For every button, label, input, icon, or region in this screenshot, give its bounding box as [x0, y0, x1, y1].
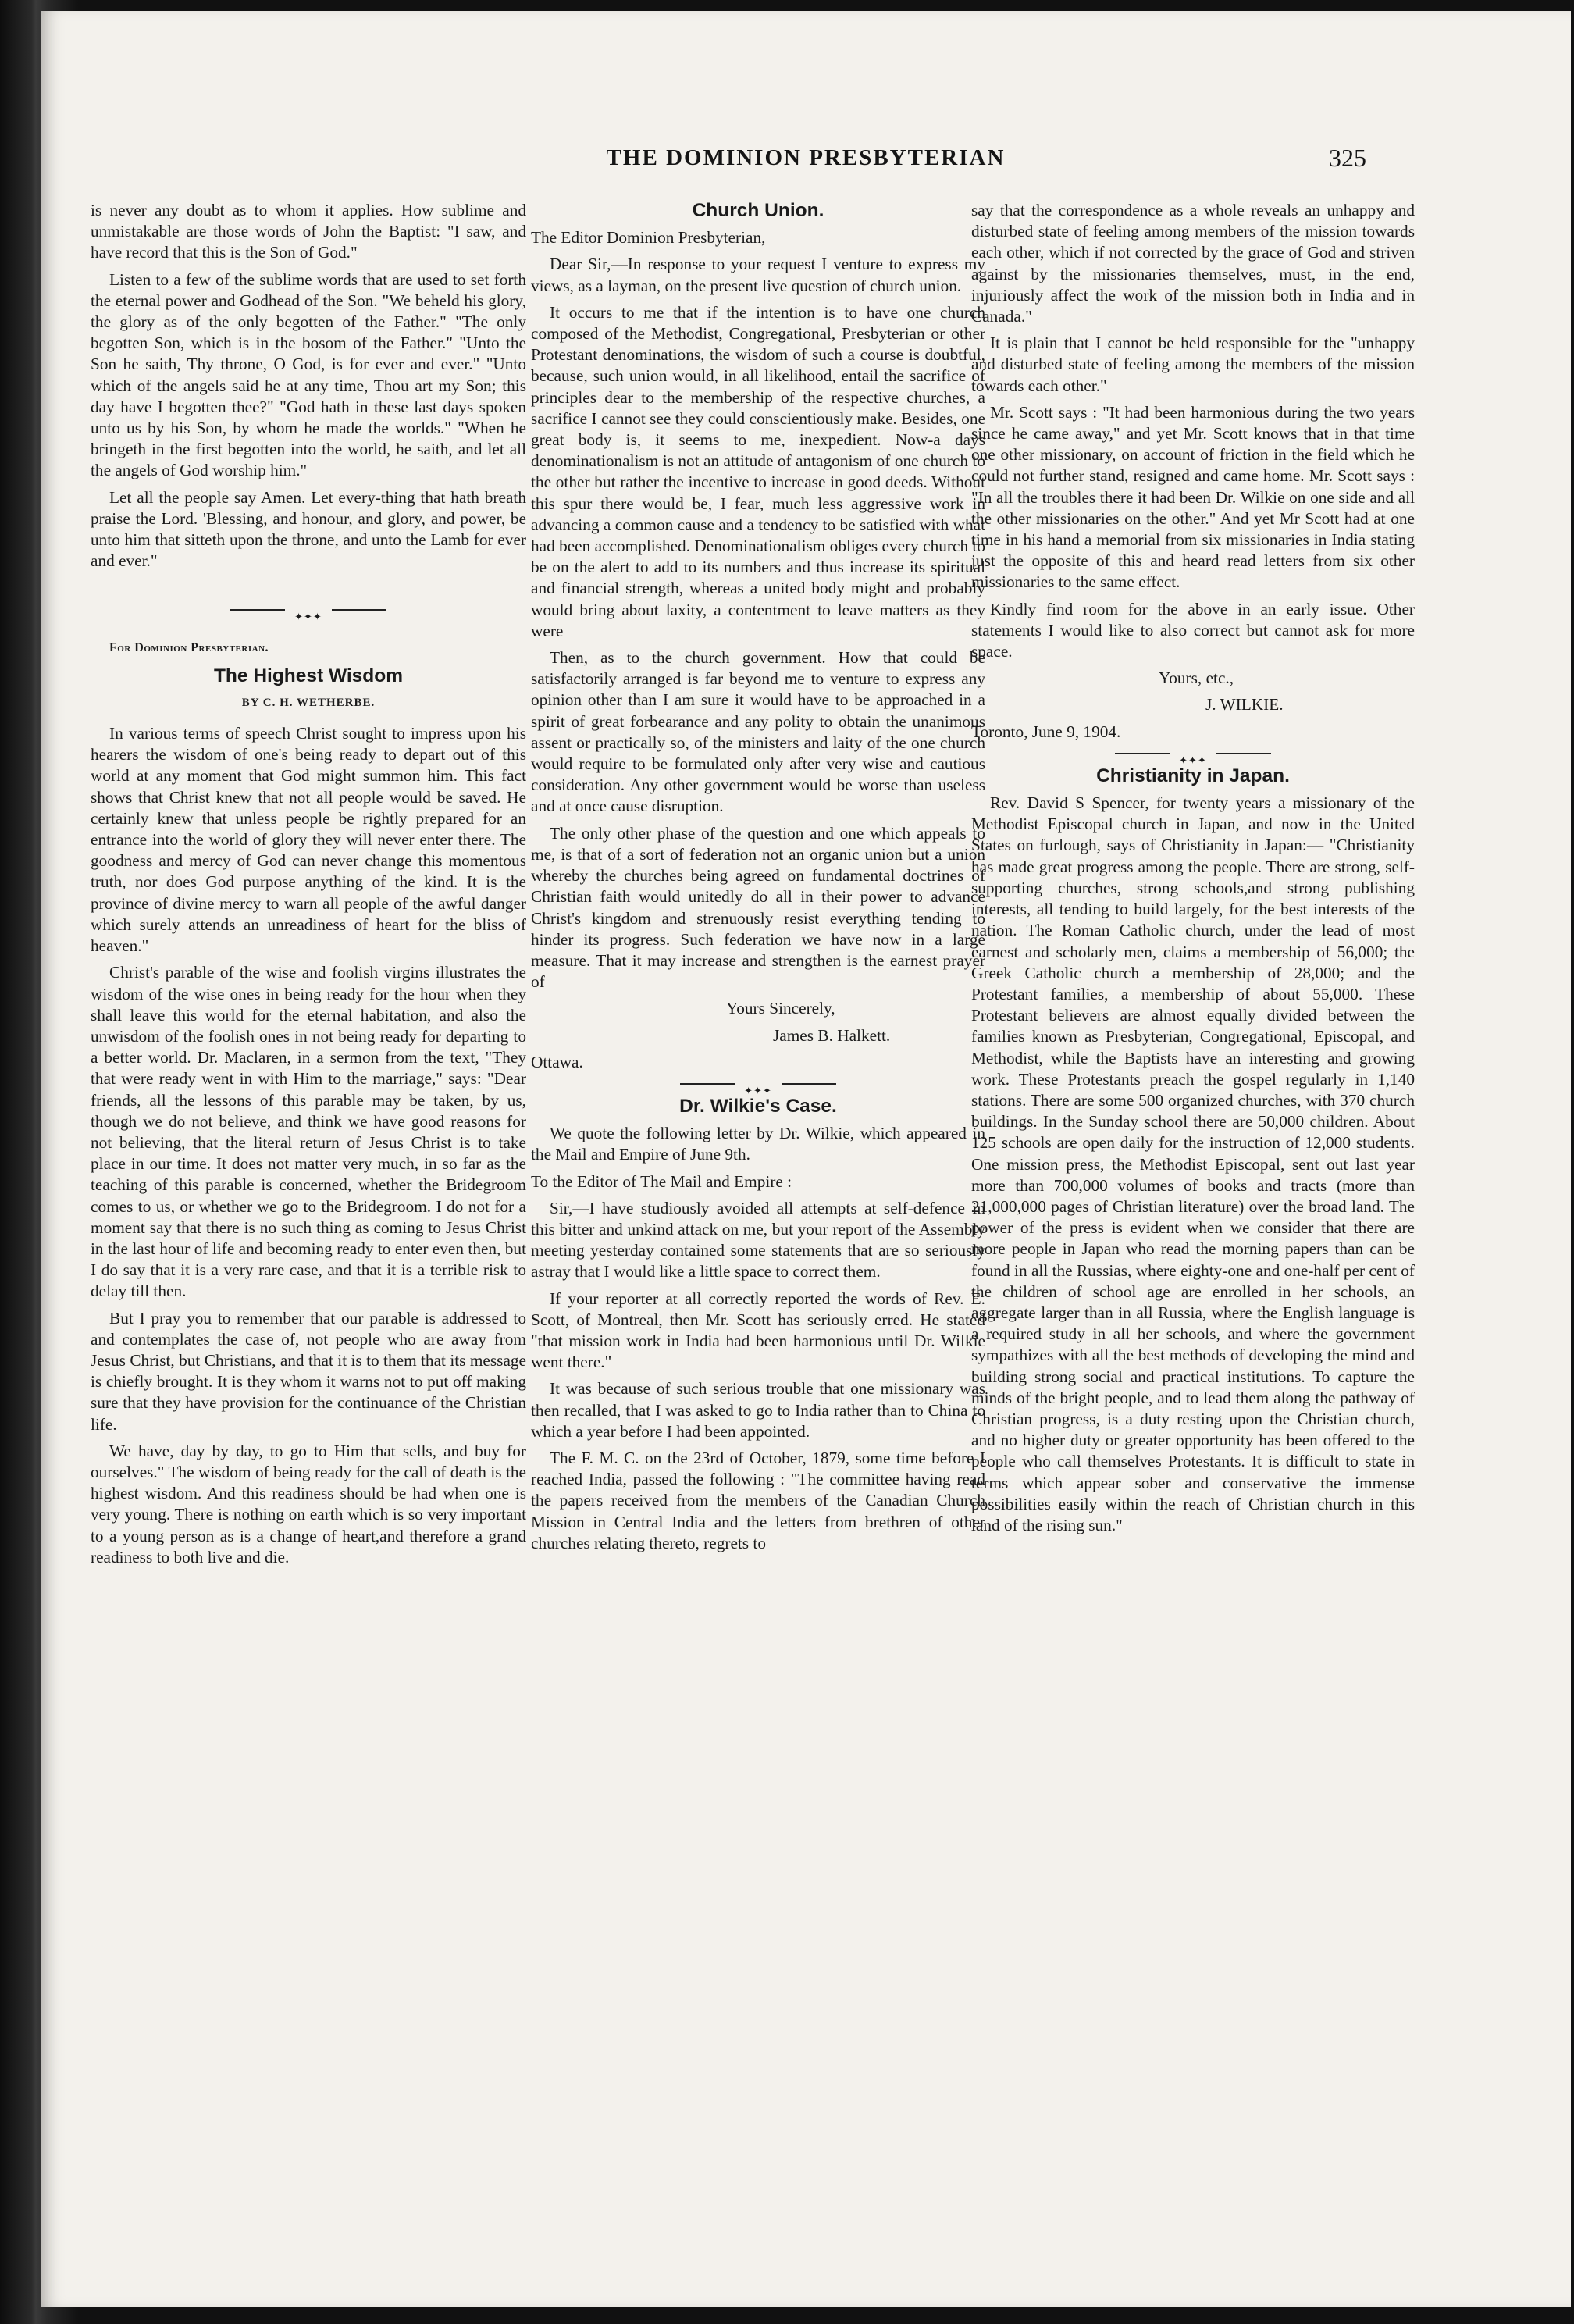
article-title-highest-wisdom: The Highest Wisdom [213, 665, 404, 686]
letter-closing: Yours, etc., [1159, 668, 1234, 688]
column-2 [531, 200, 985, 1559]
article-kicker: For Dominion Presbyterian. [109, 641, 269, 655]
section-divider: ✦✦✦ [531, 1078, 985, 1089]
masthead-title: THE DOMINION PRESBYTERIAN [606, 145, 1006, 170]
letter-salutation: The Editor Dominion Presbyterian, [531, 228, 766, 248]
paragraph: say that the correspondence as a whole reveals an unhappy and disturbed state of feeling among members of the mission towards each other, which if not corrected by the grace of God and striven against by the missionaries themselves, must, in the end, injuriously affect the work of the mission both in India and in Canada." [971, 201, 1415, 326]
page-number: 325 [1329, 144, 1366, 172]
section-divider: ✦✦✦ [971, 748, 1415, 759]
paragraph: Mr. Scott says : "It had been harmonious during the two years since he came away," and yet Mr. Scott knows that in that time one other missionary, on account of friction in the field which he could not further stand, resigned and came home. Mr. Scott says : "In all the troubles there it had been Dr. Wilkie on one side and all the other missionaries on the other." And yet Mr Scott had at one time in his hand a memorial from six missionaries in India stating just the opposite of this and heard read letters from six other missionaries to the same effect. [971, 402, 1415, 592]
paragraph: It is plain that I cannot be held responsible for the "unhappy and disturbed state of feeling among the members of the mission towards each other." [971, 333, 1415, 395]
article-title-wilkies-case: Dr. Wilkie's Case. [679, 1095, 837, 1117]
paragraph: It was because of such serious trouble that one missionary was then recalled, that I was asked to go to India rather than to China to which a year before I had been appointed. [531, 1379, 985, 1441]
letter-place: Ottawa. [531, 1052, 583, 1071]
article-byline: BY C. H. WETHERBE. [241, 696, 376, 709]
paragraph: It occurs to me that if the intention is to have one church composed of the Methodist, Congregational, Presbyterian or other Protestant denominations, the wisdom of such a course is doubtful, because, such union would, in all likelihood, entail the sacrifice of principles dear to the membership of the respective churches, a sacrifice I cannot see they could conscientiously make. Besides, one great body is, it seems to me, inexpedient. Now-a days denominationalism is not an attitude of antagonism of one church to the other but rather the incentive to increase in good deeds. Without this spur there would be, I fear, much less aggressive work in advancing a common cause and a tendency to be satisfied with what had been accomplished. Denominationalism obliges every church to be on the alert to add to its numbers and thus increase its spiritual and financial strength, whereas a united body might and probably would bring about laxity, a contentment to leave matters as they were [531, 302, 985, 640]
paragraph: The only other phase of the question and one which appeals to me, is that of a sort of federation not an organic union but a union whereby the churches being agreed on fundamental doctrines of Christian faith would unitedly do all in their power to advance Christ's kingdom and strenuously resist everything tending to hinder its progress. Such federation we have now in a large measure. That it may increase and strengthen is the earnest prayer of [531, 823, 985, 992]
section-divider: ✦✦✦ [91, 604, 526, 615]
letter-signature: James B. Halkett. [773, 1025, 891, 1045]
newspaper-page [41, 11, 1571, 2307]
paragraph: We have, day by day, to go to Him that sells, and buy for ourselves." The wisdom of being ready for the call of death is the highest wisdom. And this readiness should be had when one is very young. There is nothing on earth which is so very important to a young person as is a change of heart,and therefore a grand readiness to both live and die. [91, 1441, 526, 1567]
paragraph: is never any doubt as to whom it applies. How sublime and unmistakable are those words of John the Baptist: "I saw, and have record that this is the Son of God." [91, 201, 526, 262]
paragraph: If your reporter at all correctly reported the words of Rev. E. Scott, of Montreal, then Mr. Scott has seriously erred. He stated "that mission work in India had been harmonious until Dr. Wilkie went there." [531, 1289, 985, 1372]
paragraph: We quote the following letter by Dr. Wilkie, which appeared in the Mail and Empire of June 9th. [531, 1124, 985, 1164]
paragraph: In various terms of speech Christ sought to impress upon his hearers the wisdom of one's being ready to depart out of this world at any moment that God might summon him. This fact shows that Christ knew that not all people would be saved. He certainly knew that unless people be rightly prepared for an entrance into the world of glory they will never enter there. The goodness and mercy of God can never change this momentous truth, nor does God purpose anything of the kind. It is the province of divine mercy to warn all people of the awful danger which surely attends an unreadiness of heart for the bliss of heaven." [91, 724, 526, 956]
article-title-church-union: Church Union. [692, 200, 824, 221]
paragraph: Kindly find room for the above in an early issue. Other statements I would like to also correct but cannot ask for more space. [971, 599, 1415, 661]
paragraph: Sir,—I have studiously avoided all attempts at self-defence in this bitter and unkind attack on me, but your report of the Assembly meeting yesterday contained some statements that are so seriously astray that I would like a little space to correct them. [531, 1198, 985, 1281]
paragraph: Dear Sir,—In response to your request I venture to express my views, as a layman, on the present live question of church union. [531, 255, 985, 295]
column-1 [91, 200, 526, 1574]
paragraph: Let all the people say Amen. Let every-thing that hath breath praise the Lord. 'Blessing, and honour, and glory, and power, be unto him that sitteth upon the throne, and unto the Lamb for ever and ever." [91, 487, 526, 571]
letter-closing: Yours Sincerely, [726, 999, 835, 1018]
article-title-christianity-in-japan: Christianity in Japan. [1096, 765, 1290, 786]
paragraph: Then, as to the church government. How that could be satisfactorily arranged is far beyond me to venture to express any opinion other than I am sure it would have to be approached in a spirit of great forbearance and any polity to obtain the unanimous assent or practically so, of the ministers and laity of the one church would require to be formulated only after very wise and cautious consideration. Any other government would be worse than useless and at once cause disruption. [531, 648, 985, 816]
paragraph: The F. M. C. on the 23rd of October, 1879, some time before I reached India, passed the following : "The committee having read the papers received from the members of the Canadian Church Mission in Central India and the letters from brethren of other churches relating thereto, regrets to [531, 1448, 985, 1552]
letter-dateline: Toronto, June 9, 1904. [971, 722, 1121, 741]
paragraph: Rev. David S Spencer, for twenty years a missionary of the Methodist Episcopal church in Japan, and now in the United States on furlough, says of Christianity in Japan:— "Christianity has made great progress among the people. There are strong, self-supporting churches, strong schools,and strong publishing interests, all tending to build largely, for the best interests of the nation. The Roman Catholic church, under the lead of most earnest and scholarly men, claims a membership of 56,000; the Greek Catholic church a membership of 28,000; and the Protestant families, a membership of about 55,000. These Protestant believers are almost equally divided between the families known as Presbyterian, Congregational, Episcopal, and Methodist, while the Baptists have an interesting and growing work. These Protestants preach the gospel regularly in 1,140 stations. There are some 500 organized churches, with 370 church buildings. In the Sunday school there are 50,000 children. About 125 schools are open daily for the instruction of 12,000 students. One mission press, the Methodist Episcopal, sent out last year more than 700,000 volumes of books and tracts (more than 21,000,000 pages of Christian literature) over the broad land. The power of the press is evident when we consider that there are more people in Japan who read the morning papers than can be found in all the Russias, where eighty-one and one-half per cent of the children of school age are enrolled in her schools, an aggregate larger than in all Russia, where the English language is a required study in all her schools, and where the government sympathizes with all the best methods of developing the mind and building strong social and practical institutions. To capture the minds of the bright people, and to lead them along the pathway of Christian progress, is a duty resting upon the Christian church, and no higher duty or greater opportunity has been offered to the people who call themselves Protestants. It is difficult to state in terms which appear sober and conservative the immense possibilities easily within the reach of Christian church in this land of the rising sun." [971, 793, 1415, 1534]
paragraph: But I pray you to remember that our parable is addressed to and contemplates the case of, not people who are away from Jesus Christ, but Christians, and that it is to them that its message is chiefly brought. It is they whom it warns not to put off making sure that they have provision for the continuance of the Christian life. [91, 1308, 526, 1434]
paragraph: Listen to a few of the sublime words that are used to set forth the eternal power and Godhead of the Son. "We beheld his glory, the glory as of the only begotten of the Father." "The only begotten Son, which is in the bosom of the Father." "Unto the Son he saith, Thy throne, O God, is for ever and ever." "Unto which of the angels said he at any time, Thou art my Son; this day have I begotten thee?" "God hath in these last days spoken unto us by his Son, by whom he made the worlds." "When he bringeth in the first begotten into the world, he saith, and let all the angels of God worship him." [91, 269, 526, 480]
column-3 [971, 200, 1415, 1542]
paragraph: Christ's parable of the wise and foolish virgins illustrates the wisdom of the wise ones in being ready for the hour when they shall leave this world for the eternal habitation, and also the unwisdom of the foolish ones in not being ready for departing to a better world. Dr. Maclaren, in a sermon from the text, "They that were ready went in with Him to the marriage," says: "Dear friends, all the lessons of this parable may be taken, by us, though we do not believe, and think we have good reasons for not believing, that the literal return of Jesus Christ is to take place in our time. It does not matter very much, in so far as the teaching of this parable is concerned, whether the Bridegroom comes to us, or whether we go to the Bridegroom. I do not for a moment say that there is no such thing as coming to Jesus Christ in the last hour of life and becoming ready to enter even then, but I do say that it is a very rare case, and that it is a terrible risk to delay till then. [91, 963, 526, 1301]
paragraph: To the Editor of The Mail and Empire : [531, 1171, 792, 1191]
letter-signature: J. WILKIE. [1205, 695, 1284, 715]
